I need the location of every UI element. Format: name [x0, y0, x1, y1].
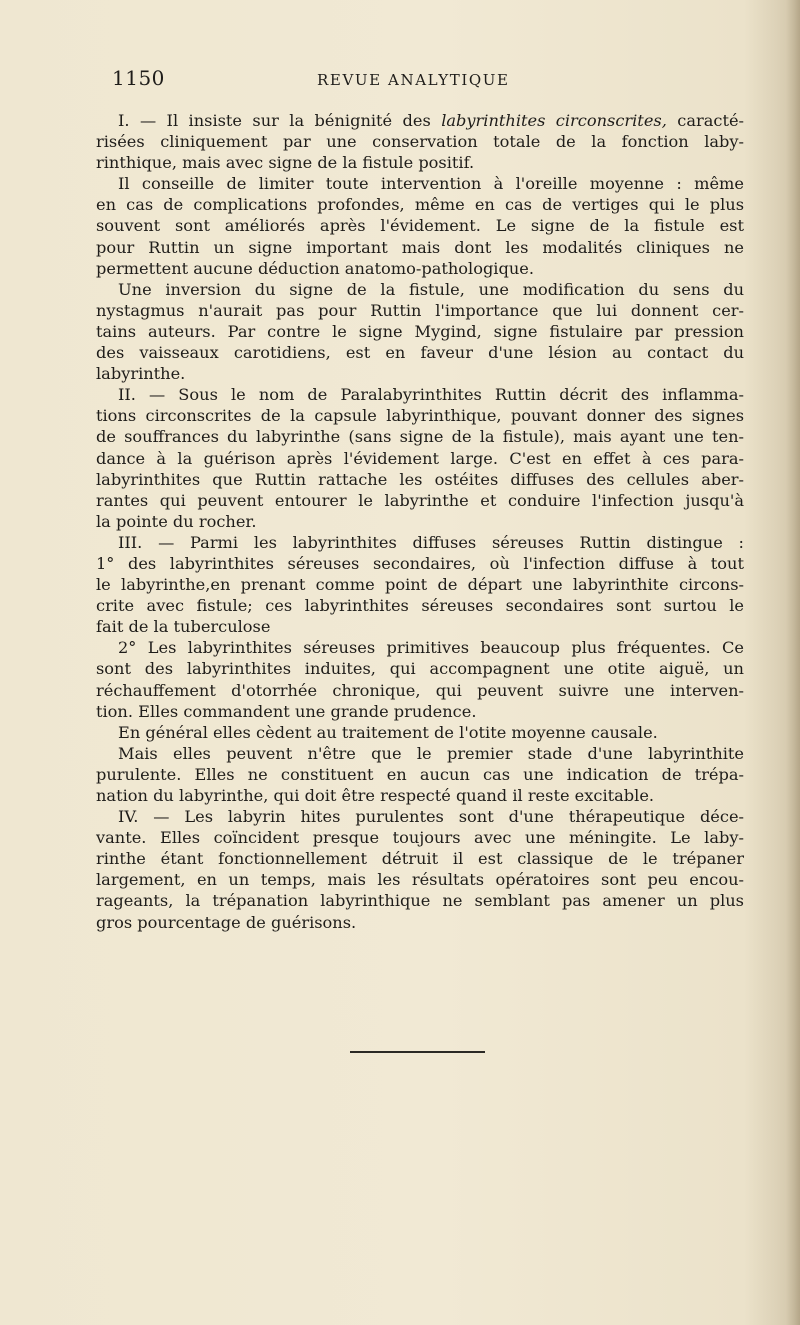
text-line: [96, 658, 744, 679]
text-segment: réchauffement d'otorrhée chronique, qui peuvent suivre une interven-: [96, 680, 744, 700]
text-segment: En général elles cèdent au traitement de l'otite moyenne causale.: [118, 722, 658, 742]
page-header: [112, 66, 742, 94]
paragraph: [96, 722, 744, 743]
text-line: [96, 426, 744, 447]
page-number: 1150: [112, 66, 165, 90]
page-edge-shadow: [786, 0, 800, 1325]
text-segment: IV. — Les labyrin hites purulentes sont d'une thérapeutique déce-: [118, 807, 744, 827]
text-line: [96, 680, 744, 701]
text-line: [96, 912, 744, 933]
section-end-rule: [350, 1051, 485, 1053]
text-line: [96, 637, 744, 658]
text-segment: Mais elles peuvent n'être que le premier stade d'une labyrinthite: [118, 743, 744, 763]
text-segment: I. — Il insiste sur la bénignité des: [118, 111, 442, 130]
text-segment: rinthique, mais avec signe de la fistule positif.: [96, 153, 475, 173]
text-line: [96, 194, 744, 215]
text-line: [96, 258, 744, 279]
text-segment: vante. Elles coïncident presque toujours avec une méningite. Le laby-: [96, 828, 744, 848]
text-segment: tains auteurs. Par contre le signe Mygind, signe fistulaire par pression: [96, 321, 744, 341]
text-line: [96, 701, 744, 722]
text-line: [96, 405, 744, 426]
text-line: [96, 237, 744, 258]
text-line: [96, 827, 744, 848]
text-line: [96, 785, 744, 806]
paragraph: [96, 532, 744, 637]
text-line: [96, 300, 744, 321]
text-line: [96, 848, 744, 869]
text-line: [96, 152, 744, 173]
text-segment: de souffrances du labyrinthe (sans signe de la fistule), mais ayant une ten-: [96, 427, 744, 447]
text-segment: permettent aucune déduction anatomo-pathologique.: [96, 258, 534, 278]
text-segment: III. — Parmi les labyrinthites diffuses séreuses Ruttin distingue :: [118, 532, 744, 552]
text-line: [96, 764, 744, 785]
text-segment: souvent sont améliorés après l'évidement. Le signe de la fistule est: [96, 216, 744, 236]
paragraph: [96, 743, 744, 806]
text-segment: largement, en un temps, mais les résultats opératoires sont peu encou-: [96, 870, 744, 890]
text-line: [96, 806, 744, 827]
text-line: [96, 384, 744, 405]
text-segment: II. — Sous le nom de Paralabyrinthites Ruttin décrit des inflamma-: [118, 385, 744, 405]
paragraph: [96, 279, 744, 384]
text-segment: risées cliniquement par une conservation totale de la fonction laby-: [96, 132, 744, 152]
text-segment: des vaisseaux carotidiens, est en faveur d'une lésion au contact du: [96, 343, 744, 363]
text-segment: rageants, la trépanation labyrinthique ne semblant pas amener un plus: [96, 891, 744, 911]
paragraph: [96, 806, 744, 933]
article-body: [96, 110, 744, 933]
paragraph: [96, 110, 744, 173]
text-segment: fait de la tuberculose: [96, 617, 271, 637]
text-line: [96, 448, 744, 469]
text-segment: la pointe du rocher.: [96, 511, 257, 531]
text-line: [96, 722, 744, 743]
text-segment: 2° Les labyrinthites séreuses primitives beaucoup plus fréquentes. Ce: [118, 638, 744, 658]
text-line: [96, 743, 744, 764]
text-segment: Il conseille de limiter toute intervention à l'oreille moyenne : même: [118, 174, 744, 194]
text-segment: labyrinthites que Ruttin rattache les ostéites diffuses des cellules aber-: [96, 469, 744, 489]
text-segment: le labyrinthe,en prenant comme point de départ une labyrinthite circons-: [96, 575, 744, 595]
text-line: [96, 890, 744, 911]
italic-term: labyrinthites circonscrites,: [441, 111, 667, 130]
text-segment: rinthe étant fonctionnellement détruit il est classique de le trépaner: [96, 849, 744, 869]
text-line: [96, 469, 744, 490]
text-line: [96, 342, 744, 363]
text-segment: tions circonscrites de la capsule labyrinthique, pouvant donner des signes: [96, 406, 744, 426]
text-segment: pour Ruttin un signe important mais dont les modalités cliniques ne: [96, 237, 744, 257]
running-head: REVUE ANALYTIQUE: [317, 71, 510, 89]
text-line: [96, 215, 744, 236]
text-line: [96, 279, 744, 300]
text-segment: rantes qui peuvent entourer le labyrinthe et conduire l'infection jusqu'à: [96, 490, 744, 510]
text-segment: 1° des labyrinthites séreuses secondaires, où l'infection diffuse à tout: [96, 553, 744, 573]
text-line: [96, 131, 744, 152]
text-segment: sont des labyrinthites induites, qui accompagnent une otite aiguë, un: [96, 659, 744, 679]
text-segment: labyrinthe.: [96, 364, 186, 384]
text-segment: tion. Elles commandent une grande prudence.: [96, 701, 477, 721]
text-segment: dance à la guérison après l'évidement large. C'est en effet à ces para-: [96, 448, 744, 468]
text-segment: gros pourcentage de guérisons.: [96, 912, 357, 932]
paragraph: [96, 637, 744, 721]
text-segment: crite avec fistule; ces labyrinthites séreuses secondaires sont surtou le: [96, 596, 744, 616]
text-line: [96, 553, 744, 574]
text-line: [96, 595, 744, 616]
text-segment: nystagmus n'aurait pas pour Ruttin l'importance que lui donnent cer-: [96, 300, 744, 320]
text-segment: en cas de complications profondes, même en cas de vertiges qui le plus: [96, 195, 744, 215]
paragraph: [96, 173, 744, 278]
text-line: [96, 511, 744, 532]
text-line: [96, 490, 744, 511]
text-line: [96, 532, 744, 553]
text-line: [96, 616, 744, 637]
text-line: [96, 321, 744, 342]
text-line: [96, 363, 744, 384]
text-line: [96, 173, 744, 194]
text-line: [96, 110, 744, 131]
text-line: [96, 574, 744, 595]
text-segment: purulente. Elles ne constituent en aucun cas une indication de trépa-: [96, 764, 744, 784]
text-line: [96, 869, 744, 890]
text-segment: Une inversion du signe de la fistule, une modification du sens du: [118, 279, 744, 299]
paragraph: [96, 384, 744, 532]
text-segment: caracté-: [666, 111, 744, 130]
text-segment: nation du labyrinthe, qui doit être respecté quand il reste excitable.: [96, 786, 655, 805]
